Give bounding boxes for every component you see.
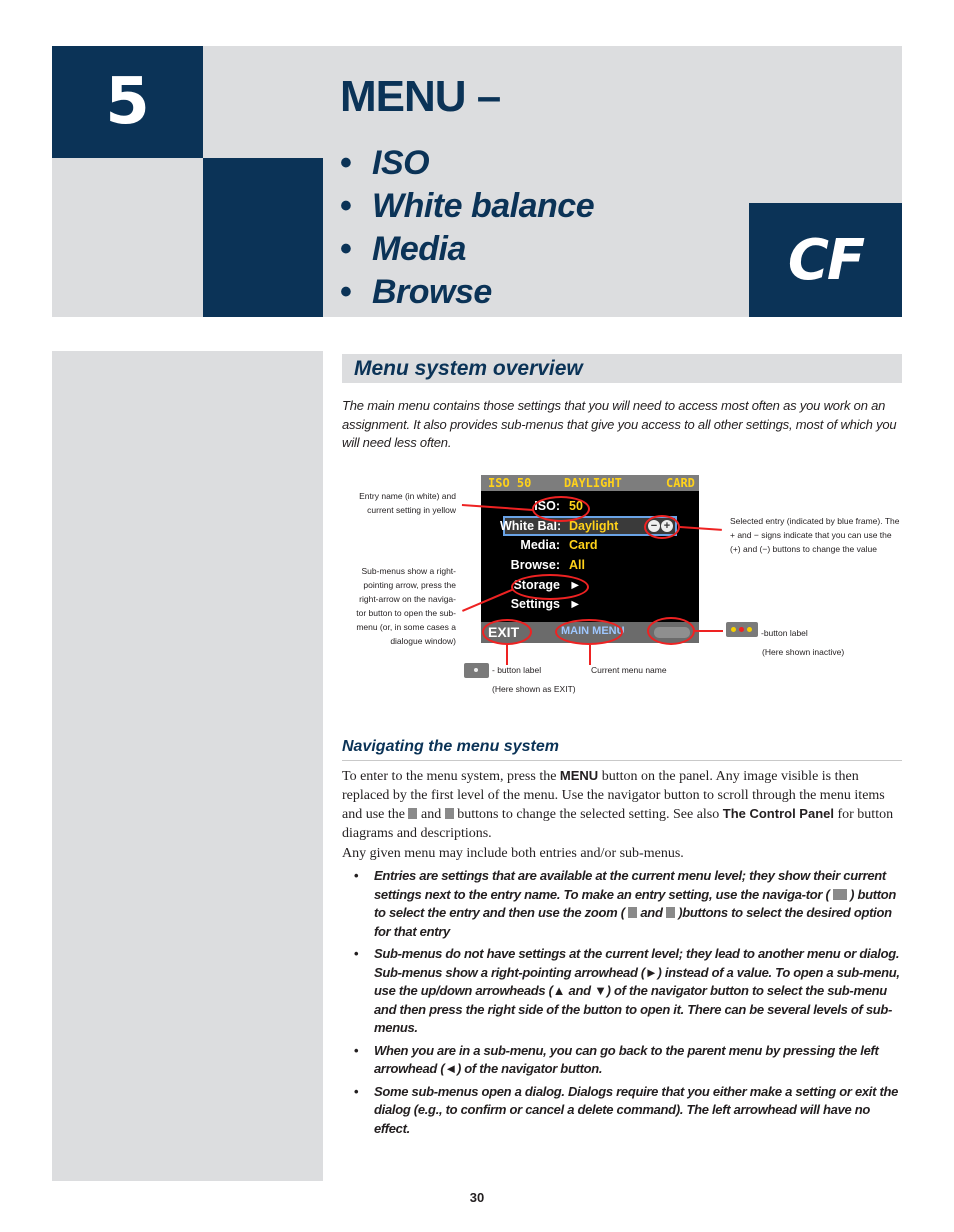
- right-button-icon: [726, 622, 758, 637]
- bullet-item: • Entries are settings that are available at the current menu level; they show their current settings next to the entry name. To make an entry setting, use the naviga-tor ( ) button to select the entry and then use the zoom ( and )buttons to select the desired option for that entry: [342, 867, 904, 941]
- menu-entry-label: Media:: [520, 538, 560, 552]
- menu-keyword: MENU: [559, 768, 599, 783]
- chapter-box: [52, 46, 203, 158]
- chapter-title: MENU –: [340, 72, 501, 121]
- callout-selected-entry: Selected entry (indicated by blue frame). The + and − signs indicate that you can use the (+) and (−) buttons to change the value: [730, 516, 900, 554]
- section-title: Menu system overview: [354, 357, 583, 380]
- minus-button-icon: [445, 808, 454, 819]
- callout-entry-name: Entry name (in white) and current setting in yellow: [359, 491, 456, 515]
- menu-entry-label: White Bal:: [500, 519, 562, 533]
- callout-circle-plusminus: [644, 515, 680, 539]
- callout-circle-menuname: [555, 619, 623, 645]
- side-margin: [52, 351, 323, 1181]
- right-arrow-icon: ►: [569, 597, 582, 611]
- menu-entry-value: Card: [569, 538, 598, 552]
- callout-submenus: Sub-menus show a right-pointing arrow, press the right-arrow on the naviga-tor button to open the sub-menu (or, in some cases a dialogue window): [356, 566, 456, 646]
- control-panel-keyword: The Control Panel: [722, 806, 834, 821]
- menu-entry-label: Browse:: [510, 558, 560, 572]
- chapter-number: 5: [105, 65, 150, 139]
- cf-badge: [749, 203, 902, 317]
- header-accent-block: [203, 158, 323, 317]
- minus-icon: −: [648, 520, 660, 532]
- menu-entry-label: ISO:: [534, 499, 560, 513]
- status-iso: ISO 50: [488, 476, 532, 490]
- leader-line: [506, 645, 508, 665]
- cf-badge-text: CF: [787, 227, 864, 293]
- page-number: 30: [469, 1190, 485, 1205]
- navigator-button-icon: [833, 889, 847, 900]
- menu-name-label: MAIN MENU: [561, 625, 625, 637]
- menu-entry-value: 50: [569, 499, 583, 513]
- left-button-icon: [464, 663, 489, 678]
- callout-shown-exit: (Here shown as EXIT): [492, 684, 576, 694]
- callout-circle-entry: [532, 496, 590, 522]
- topic-item: • ISO: [340, 144, 430, 182]
- menu-entry-value: All: [569, 558, 585, 572]
- callout-button-label-left: - button label: [492, 665, 542, 675]
- submenu-label: Settings: [510, 597, 560, 611]
- body-paragraph: Any given menu may include both entries and/or sub-menus.: [342, 846, 684, 861]
- callout-circle-right-button: [647, 617, 695, 645]
- right-arrow-icon: ►: [569, 578, 582, 592]
- callout-button-label-right: -button label: [761, 628, 808, 638]
- topic-item: • Media: [340, 230, 466, 268]
- exit-label: EXIT: [488, 624, 520, 640]
- plus-icon: +: [661, 520, 673, 532]
- callout-current-menu: Current menu name: [591, 665, 667, 675]
- plus-button-icon: [628, 907, 637, 918]
- callout-circle-submenu: [511, 574, 589, 600]
- intro-paragraph: The main menu contains those settings that you will need to access most often as you work on an assignment. It also provides sub-menus that give you access to all other settings, most of which you will need less often.: [342, 398, 897, 450]
- callout-circle-exit: [482, 619, 532, 645]
- subsection-rule: [342, 760, 902, 761]
- leader-line: [589, 645, 591, 665]
- status-wb: DAYLIGHT: [564, 476, 622, 490]
- topic-list: [340, 142, 594, 314]
- minus-button-icon: [666, 907, 675, 918]
- menu-entry-value: Daylight: [569, 519, 619, 533]
- topic-item: • White balance: [340, 187, 595, 225]
- topic-item: • Browse: [340, 273, 492, 311]
- bullet-item: • Some sub-menus open a dialog. Dialogs require that you either make a setting or exit the dialog (e.g., to confirm or cancel a delete command). The left arrowhead will have no effect.: [342, 1083, 904, 1139]
- bullet-item: • When you are in a sub-menu, you can go back to the parent menu by pressing the left arrowhead (◄) of the navigator button.: [342, 1042, 904, 1079]
- callout-inactive: (Here shown inactive): [762, 647, 845, 657]
- submenu-label: Storage: [513, 578, 560, 592]
- bullet-item: • Sub-menus do not have settings at the current level; they lead to another menu or dialog. Sub-menus show a right-pointing arrowhead (►) instead of a value. To open a sub-menu, use the up/down arrowheads (▲ and ▼) of the navigator button to select the sub-menu and then press the right side of the button to open it. There can be several levels of sub-menus.: [342, 945, 904, 1038]
- subsection-title: Navigating the menu system: [342, 738, 559, 755]
- leader-line: [695, 630, 723, 632]
- bullet-list: [342, 867, 904, 1142]
- status-media: CARD: [666, 476, 695, 490]
- body-paragraph: To enter to the menu system, press the MENU button on the panel. Any image visible is then replaced by the first level of the menu. Use the navigator button to scroll through the menu items and use the and buttons to change the selected setting. See also The Control Panel for button diagrams and descriptions.: [342, 768, 894, 841]
- status-bar: [481, 475, 699, 491]
